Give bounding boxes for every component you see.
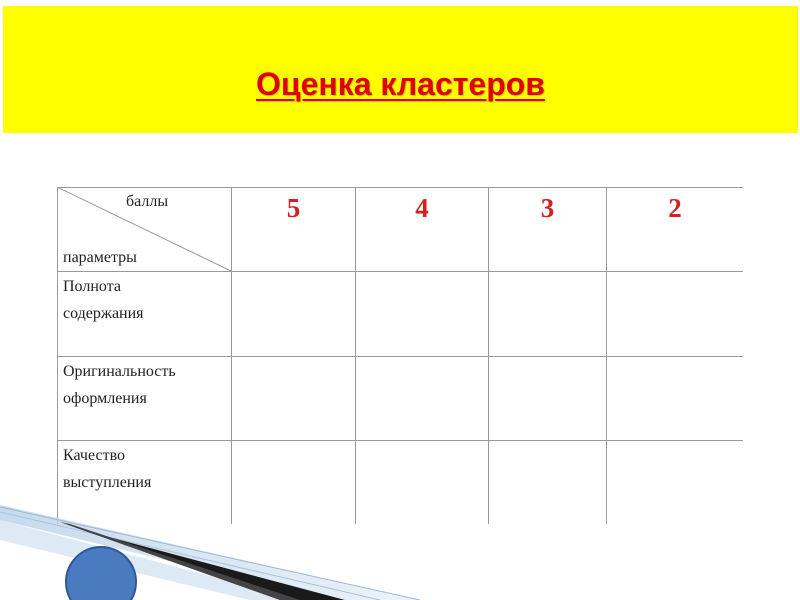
score-header-4: 4 [415, 193, 429, 223]
row-label-line: Качество [63, 447, 126, 464]
header-corner-bottom: параметры [63, 249, 137, 266]
row-label-line: Полнота [63, 278, 121, 295]
row-label-line: выступления [63, 474, 152, 491]
score-header-2: 2 [668, 193, 682, 223]
row-label-line: оформления [63, 390, 147, 407]
header-corner-top: баллы [126, 193, 169, 210]
score-header-3: 3 [540, 193, 555, 223]
score-header-5: 5 [286, 193, 301, 223]
row-label-line: содержания [63, 305, 144, 322]
row-label-line: Оригинальность [63, 363, 176, 380]
slide-title: Оценка кластеров [256, 66, 545, 102]
